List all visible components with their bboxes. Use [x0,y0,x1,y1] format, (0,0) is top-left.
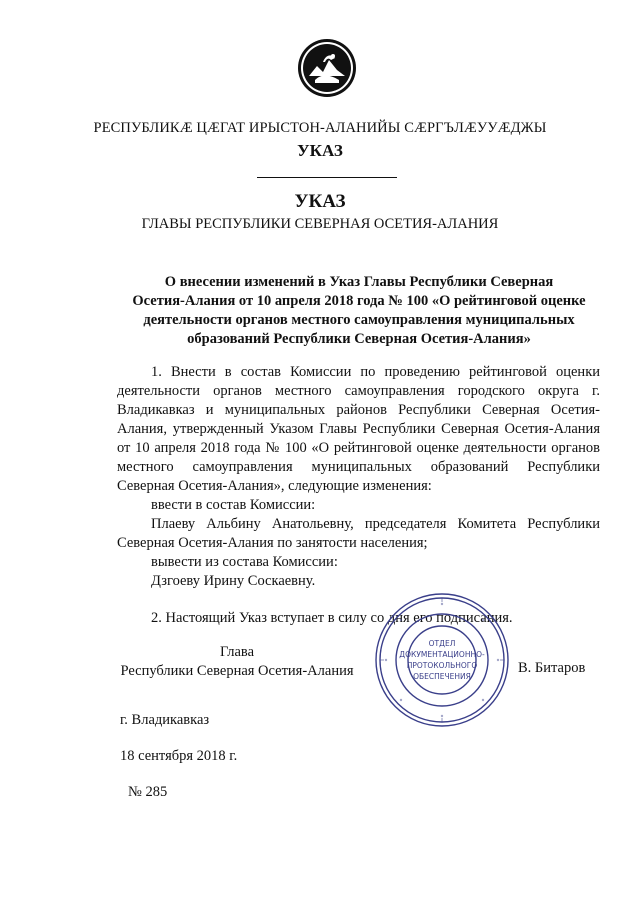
include-person: Плаеву Альбину Анатольевну, председателя Комитета Республики Северная Осетия-Алания по занятости населения; [117,516,600,551]
official-seal-icon [371,590,513,730]
header-divider [257,177,397,178]
seal-text-line: ОТДЕЛ [428,639,456,648]
signatory-name: В. Битаров [518,660,586,676]
signatory-title [117,643,357,681]
seal-text-line: ПРОТОКОЛЬНОГО [406,661,478,670]
signatory-title-line: Глава [219,644,255,660]
include-label: ввести в состав Комиссии: [151,497,316,513]
issue-date: 18 сентября 2018 г. [120,748,238,764]
paragraph-1: 1. Внести в состав Комиссии по проведению рейтинговой оценки деятельности органов местного самоуправления городского округа г. Владикавказ и муниципальных районов Республики Северная Осетия-Алания, утвержденный Указом Главы Республики Северная Осетия-Алания от 10 апреля 2018 года № 100 «О рейтинговой оценке деятельности органов местного самоуправления муниципальных образований Республики Северная Осетия-Алания», следующие изменения: [117,364,600,494]
decree-body [117,363,600,628]
issue-city: г. Владикавказ [120,712,210,728]
subject-line: деятельности органов местного самоуправления муниципальных [143,312,575,328]
decree-subject [126,273,592,349]
signatory-title-line: Республики Северная Осетия-Алания [120,663,354,679]
seal-text-line: ДОКУМЕНТАЦИОННО- [399,650,485,659]
paragraph-2: 2. Настоящий Указ вступает в силу со дня его подписания. [151,610,513,626]
subject-line: образований Республики Северная Осетия-Алания» [187,331,531,347]
decree-number: № 285 [128,784,168,800]
document-type-title: УКАЗ [294,191,346,212]
seal-text-line: ОБЕСПЕЧЕНИЯ [413,672,471,681]
subject-line: О внесении изменений в Указ Главы Республики Северная [164,274,554,290]
republic-emblem-icon [295,36,359,100]
republic-name-line: РЕСПУБЛИКӔ ЦӔГАТ ИРЫСТОН-АЛАНИЙЫ СӔРГЪЛӔУУӔДЖЫ [93,120,547,136]
ukaz-header-ossetian: УКАЗ [297,141,343,160]
subject-line: Осетия-Алания от 10 апреля 2018 года № 100 «О рейтинговой оценке [132,293,586,309]
issuer-title: ГЛАВЫ РЕСПУБЛИКИ СЕВЕРНАЯ ОСЕТИЯ-АЛАНИЯ [141,216,499,232]
exclude-person: Дзгоеву Ирину Соскаевну. [151,573,316,589]
exclude-label: вывести из состава Комиссии: [151,554,338,570]
